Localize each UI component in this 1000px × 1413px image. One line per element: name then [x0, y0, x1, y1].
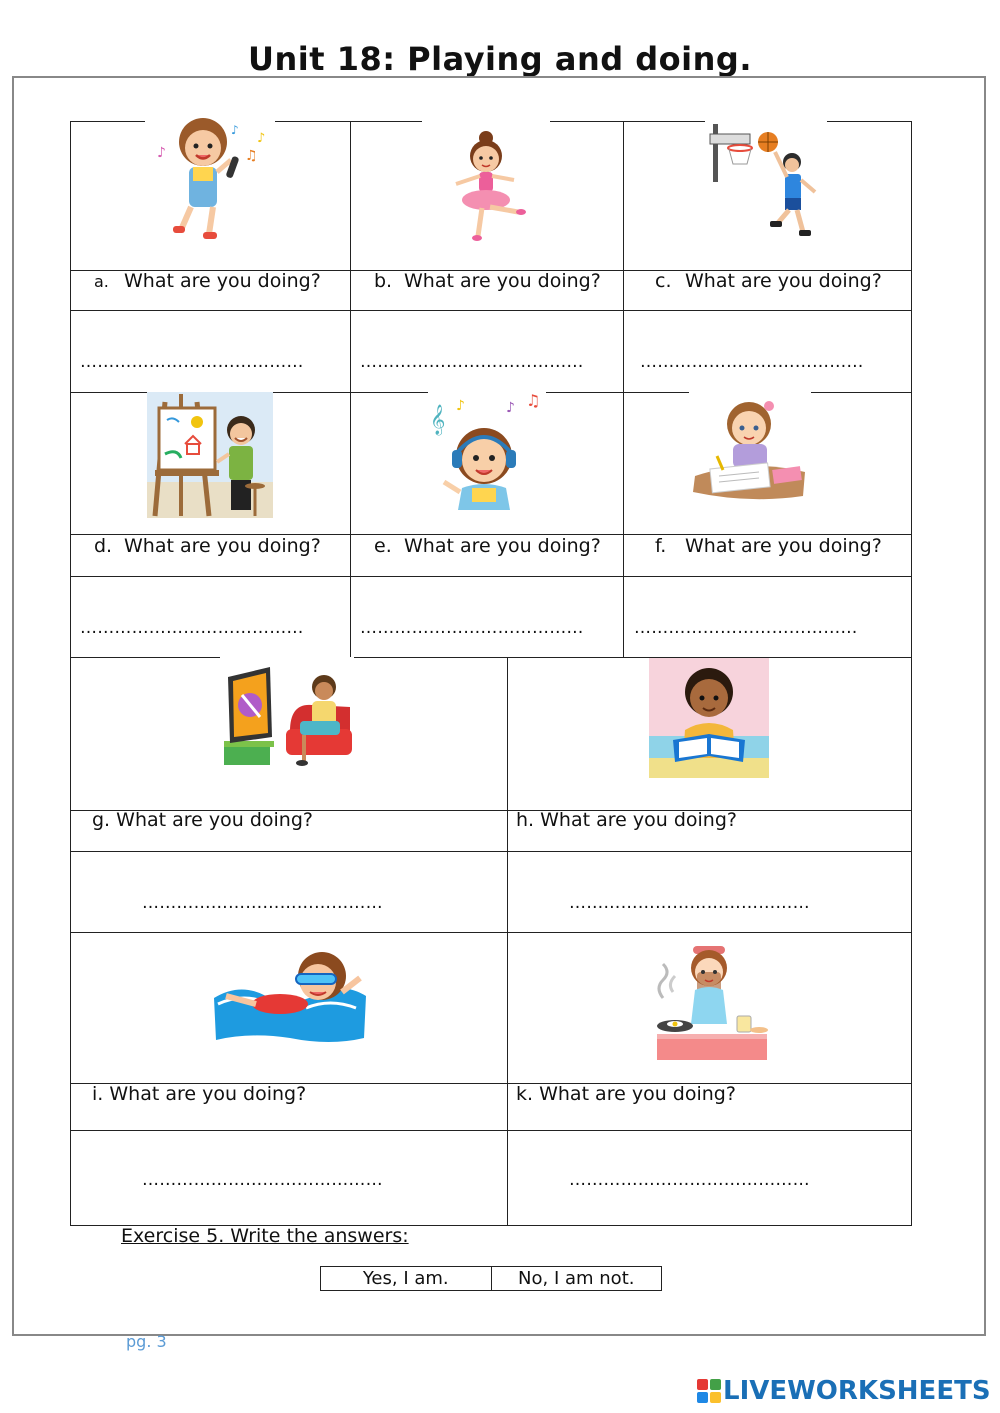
svg-text:♪: ♪: [231, 123, 239, 137]
answer-field-i[interactable]: ……………………………………: [142, 1170, 383, 1190]
question-e: [374, 535, 601, 557]
svg-text:♪: ♪: [157, 145, 166, 161]
question-text: What are you doing?: [404, 535, 601, 557]
question-letter: e.: [374, 535, 392, 557]
girl-watching-tv-icon: [220, 657, 354, 771]
girl-cooking-icon: [645, 938, 773, 1066]
question-letter: b.: [374, 270, 393, 292]
question-text: What are you doing?: [109, 1083, 307, 1105]
answer-field-h[interactable]: ……………………………………: [569, 893, 810, 913]
option-no: No, I am not.: [491, 1267, 662, 1290]
boy-painting-icon: [147, 392, 273, 518]
svg-text:♪: ♪: [257, 131, 266, 146]
question-g: [92, 809, 313, 831]
question-text: What are you doing?: [124, 270, 321, 292]
question-a: [94, 270, 321, 292]
svg-text:♫: ♫: [245, 148, 258, 164]
question-f: [655, 535, 882, 557]
question-text: What are you doing?: [124, 535, 321, 557]
question-letter: c.: [655, 270, 672, 292]
svg-text:♪: ♪: [506, 400, 515, 416]
girl-dancing-icon: [422, 112, 550, 252]
answer-field-f[interactable]: …………………………………: [634, 618, 858, 638]
question-i: [92, 1083, 306, 1105]
boy-playing-basketball-icon: [705, 112, 827, 252]
answer-field-d[interactable]: …………………………………: [80, 618, 304, 638]
answer-field-a[interactable]: …………………………………: [80, 352, 304, 372]
girl-singing-icon: [145, 112, 275, 252]
answer-field-k[interactable]: ……………………………………: [569, 1170, 810, 1190]
question-b: [374, 270, 601, 292]
question-c: [655, 270, 882, 292]
answer-field-g[interactable]: ……………………………………: [142, 893, 383, 913]
question-letter: i.: [92, 1083, 104, 1105]
boy-swimming-icon: [210, 938, 368, 1046]
question-d: [94, 535, 321, 557]
question-letter: a.: [94, 272, 109, 291]
answer-field-e[interactable]: …………………………………: [360, 618, 584, 638]
page-title: Unit 18: Playing and doing.: [248, 40, 752, 78]
answer-options-box: [320, 1266, 662, 1291]
svg-text:♪: ♪: [456, 398, 465, 414]
question-text: What are you doing?: [685, 270, 882, 292]
question-text: What are you doing?: [540, 809, 737, 831]
logo-icon: [697, 1379, 721, 1403]
svg-text:𝄞: 𝄞: [430, 405, 446, 435]
exercise-heading: Exercise 5. Write the answers:: [121, 1225, 409, 1247]
page-frame: [12, 76, 986, 1336]
girl-listening-music-icon: [428, 384, 546, 518]
page-number: pg. 3: [126, 1332, 167, 1351]
liveworksheets-logo[interactable]: [697, 1376, 991, 1406]
question-k: [516, 1083, 736, 1105]
svg-text:♫: ♫: [526, 391, 541, 410]
question-letter: h.: [516, 809, 535, 831]
question-letter: d.: [94, 535, 113, 557]
logo-text: LIVEWORKSHEETS: [723, 1376, 991, 1406]
question-text: What are you doing?: [685, 535, 882, 557]
boy-reading-icon: [649, 658, 769, 778]
option-yes: Yes, I am.: [362, 1268, 449, 1289]
girl-writing-icon: [689, 392, 811, 504]
question-text: What are you doing?: [539, 1083, 736, 1105]
question-letter: g.: [92, 809, 111, 831]
question-h: [516, 809, 737, 831]
question-text: What are you doing?: [404, 270, 601, 292]
answer-field-c[interactable]: …………………………………: [640, 352, 864, 372]
question-text: What are you doing?: [116, 809, 313, 831]
answer-field-b[interactable]: …………………………………: [360, 352, 584, 372]
question-letter: f.: [655, 535, 667, 557]
question-letter: k.: [516, 1083, 534, 1105]
